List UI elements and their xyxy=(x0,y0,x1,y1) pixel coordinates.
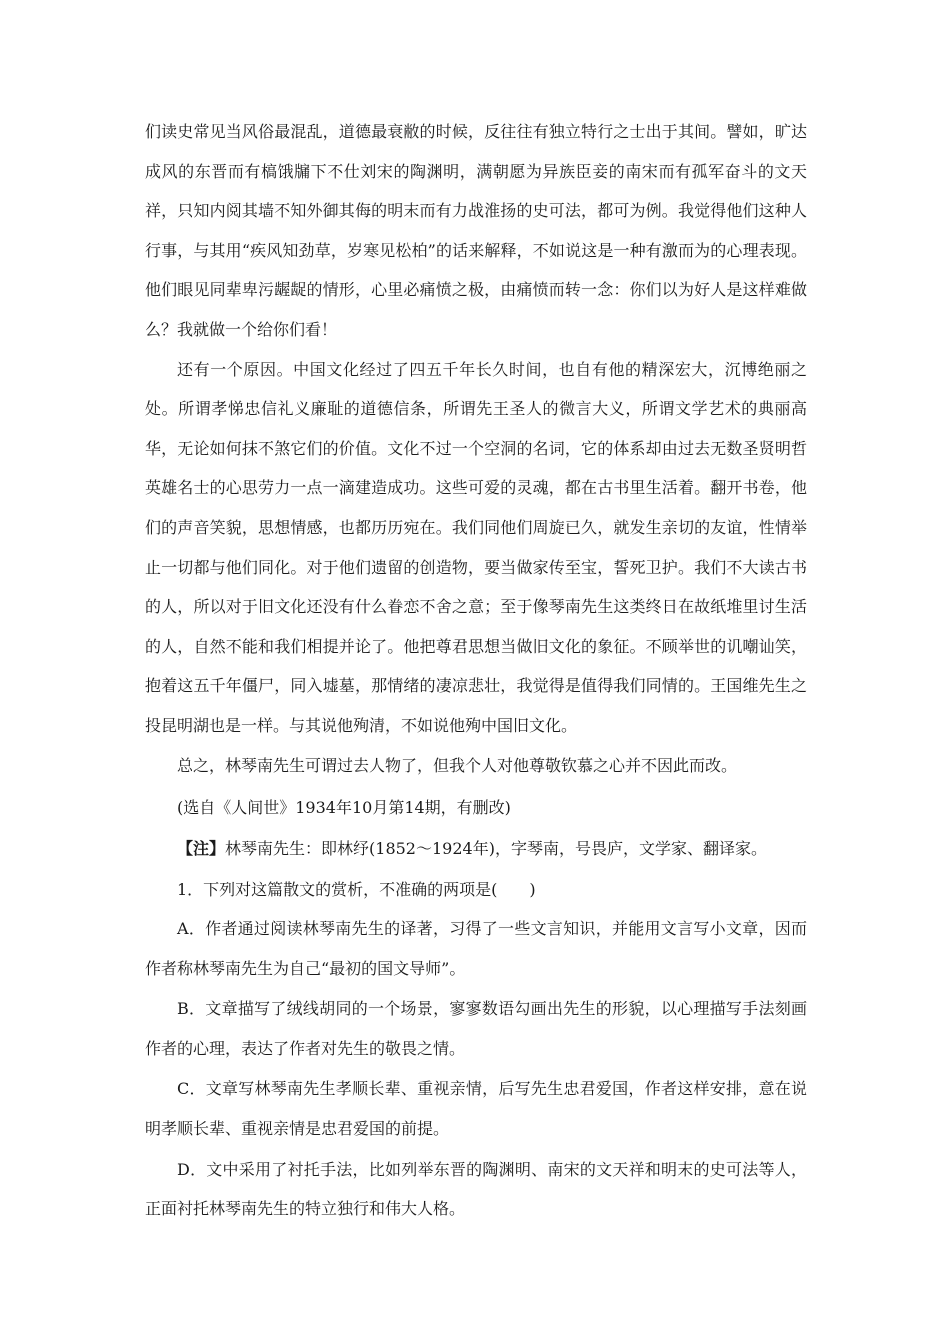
source-citation: (选自《人间世》1934年10月第14期，有删改) xyxy=(177,798,511,818)
document-page xyxy=(145,112,807,1229)
option-a: A．作者通过阅读林琴南先生的译著，习得了一些文言知识，并能用文言写小文章，因而作者称林琴南先生为自己“最初的国文导师”。 xyxy=(145,919,807,978)
option-b: B．文章描写了绒线胡同的一个场景，寥寥数语勾画出先生的形貌，以心理描写手法刻画作者的心理，表达了作者对先生的敬畏之情。 xyxy=(145,999,807,1058)
footnote xyxy=(145,830,807,867)
footnote-tag: 【注】 xyxy=(177,839,226,859)
paragraph-2: 还有一个原因。中国文化经过了四五千年长久时间，也自有他的精深宏大，沉博绝丽之处。所谓孝悌忠信礼义廉耻的道德信条，所谓先王圣人的微言大义，所谓文学艺术的典丽高华，无论如何抹不煞它们的价值。文化不过一个空洞的名词，它的体系却由过去无数圣贤明哲英雄名士的心思劳力一点一滴建造成功。这些可爱的灵魂，都在古书里生活着。翻开书卷，他们的声音笑貌，思想情感，也都历历宛在。我们同他们周旋已久，就发生亲切的友谊，性情举止一切都与他们同化。对于他们遗留的创造物，要当做家传至宝，誓死卫护。我们不大读古书的人，所以对于旧文化还没有什么眷恋不舍之意；至于像琴南先生这类终日在故纸堆里讨生活的人，自然不能和我们相提并论了。他把尊君思想当做旧文化的象征。不顾举世的讥嘲讪笑，抱着这五千年僵尸，同入墟墓，那情绪的凄凉悲壮，我觉得是值得我们同情的。王国维先生之投昆明湖也是一样。与其说他殉清，不如说他殉中国旧文化。 xyxy=(145,359,807,735)
option-c: C．文章写林琴南先生孝顺长辈、重视亲情，后写先生忠君爱国，作者这样安排，意在说明孝顺长辈、重视亲情是忠君爱国的前提。 xyxy=(145,1079,807,1139)
question-stem: 1．下列对这篇散文的赏析，不准确的两项是( ) xyxy=(177,880,536,900)
footnote-text: 林琴南先生：即林纾(1852～1924年)，字琴南，号畏庐，文学家、翻译家。 xyxy=(225,839,767,859)
paragraph-3: 总之，林琴南先生可谓过去人物了，但我个人对他尊敬钦慕之心并不因此而改。 xyxy=(177,755,738,775)
paragraph-1: 们读史常见当风俗最混乱，道德最衰敝的时候，反往往有独立特行之士出于其间。譬如，旷达成风的东晋而有槁饿牖下不仕刘宋的陶渊明，满朝愿为异族臣妾的南宋而有孤军奋斗的文天祥，只知内阅其墙不知外御其侮的明末而有力战淮扬的史可法，都可为例。我觉得他们这种人行事，与其用“疾风知劲草，岁寒见松柏”的话来解释，不如说这是一种有激而为的心理表现。他们眼见同辈卑污龌龊的情形，心里必痛愤之极，由痛愤而转一念：你们以为好人是这样难做么？我就做一个给你们看！ xyxy=(145,122,807,339)
option-d: D．文中采用了衬托手法，比如列举东晋的陶渊明、南宋的文天祥和明末的史可法等人，正面衬托林琴南先生的特立独行和伟大人格。 xyxy=(145,1159,807,1219)
